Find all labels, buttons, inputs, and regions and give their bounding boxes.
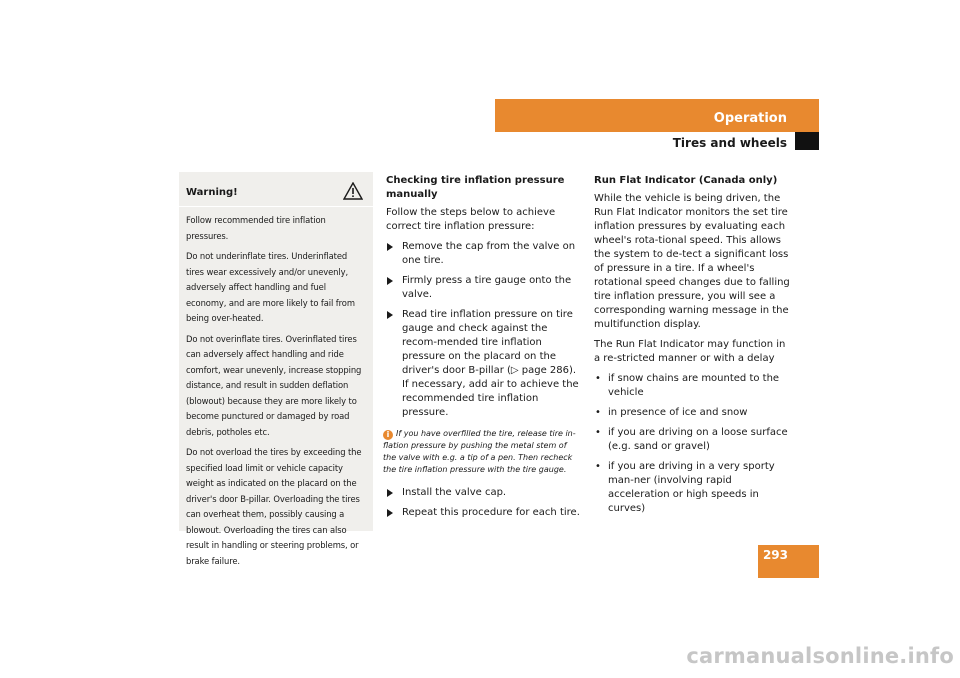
bullet-item bbox=[594, 460, 794, 516]
step-item bbox=[386, 506, 580, 520]
warning-body bbox=[179, 207, 373, 569]
warning-paragraph: Do not overinflate tires. Overinflated tires can adversely affect handling and ride comfort, wear unevenly, increase stopping distance, and result in sudden deflation (blowout) because they are more likely to become punctured or damaged by road debris, potholes etc. bbox=[186, 333, 362, 437]
info-icon: i bbox=[383, 430, 393, 440]
warning-triangle-icon bbox=[343, 182, 363, 200]
section-title: Operation bbox=[713, 111, 787, 126]
bullet-item bbox=[594, 426, 794, 454]
manual-check-intro: Follow the steps below to achieve correct tire inflation pressure: bbox=[386, 207, 556, 232]
warning-paragraph: Do not overload the tires by exceeding the specified load limit or vehicle capacity weight as indicated on the placard on the driver's door B-pillar. Overloading the tires can overheat them, possibly causing a blowout. Overloading the tires can also result in handling or steering problems, or brake failure. bbox=[186, 447, 362, 566]
info-note-text: If you have overfilled the tire, release tire in-flation pressure by pushing the metal stem of the valve with e.g. a tip of a pen. Then recheck the tire inflation pressure with the tire gauge. bbox=[383, 429, 576, 474]
arrow-bullet-icon bbox=[387, 311, 393, 319]
step-text: Read tire inflation pressure on tire gauge and check against the recom-mended tire inflation pressure on the placard on the driver's door B-pillar (▷ page 286). If necessary, add air to achieve the recommended tire inflation pressure. bbox=[402, 309, 579, 418]
manual-check-column bbox=[383, 174, 580, 526]
arrow-bullet-icon bbox=[387, 277, 393, 285]
arrow-bullet-icon bbox=[387, 509, 393, 517]
bullet-text: if snow chains are mounted to the vehicle bbox=[608, 373, 780, 398]
warning-title: Warning! bbox=[186, 187, 238, 198]
step-item bbox=[386, 486, 580, 500]
run-flat-paragraph: The Run Flat Indicator may function in a re-stricted manner or with a delay bbox=[594, 339, 786, 364]
page-number-box bbox=[758, 545, 819, 578]
run-flat-column bbox=[594, 174, 794, 522]
bullet-item bbox=[594, 372, 794, 400]
info-note bbox=[383, 428, 580, 476]
arrow-bullet-icon bbox=[387, 243, 393, 251]
bullet-dot-icon: • bbox=[595, 461, 601, 472]
run-flat-paragraph: While the vehicle is being driven, the Run Flat Indicator monitors the set tire inflation pressures by evaluating each wheel's rota-tional speed. This allows the system to de-tect a significant loss of pressure in a tire. If a wheel's rotational speed changes due to falling tire inflation pressure, you will see a corresponding warning message in the multifunction display. bbox=[594, 193, 790, 330]
bullet-text: in presence of ice and snow bbox=[608, 407, 748, 418]
step-text: Remove the cap from the valve on one tire. bbox=[402, 241, 576, 266]
corner-block bbox=[795, 132, 819, 150]
manual-check-heading: Checking tire inflation pressure manually bbox=[386, 175, 565, 200]
bullet-dot-icon: • bbox=[595, 427, 601, 438]
header-bar bbox=[495, 99, 819, 132]
warning-box bbox=[179, 172, 373, 566]
step-text: Repeat this procedure for each tire. bbox=[402, 507, 580, 518]
subsection-title: Tires and wheels bbox=[672, 136, 787, 150]
step-item bbox=[386, 274, 580, 302]
run-flat-heading: Run Flat Indicator (Canada only) bbox=[594, 175, 778, 186]
arrow-bullet-icon bbox=[387, 489, 393, 497]
step-text: Firmly press a tire gauge onto the valve. bbox=[402, 275, 572, 300]
warning-paragraph: Follow recommended tire inflation pressures. bbox=[186, 215, 326, 241]
watermark: carmanualsonline.info bbox=[686, 644, 954, 668]
bullet-item bbox=[594, 406, 794, 420]
bullet-dot-icon: • bbox=[595, 373, 601, 384]
step-item bbox=[386, 240, 580, 268]
bullet-dot-icon: • bbox=[595, 407, 601, 418]
step-item bbox=[386, 308, 580, 420]
warning-paragraph: Do not underinflate tires. Underinflated tires wear excessively and/or unevenly, adversely affect handling and fuel economy, and are more likely to fail from being over-heated. bbox=[186, 251, 355, 323]
warning-header bbox=[179, 172, 373, 207]
bullet-text: if you are driving on a loose surface (e.g. sand or gravel) bbox=[608, 427, 788, 452]
step-text: Install the valve cap. bbox=[402, 487, 507, 498]
page-number: 293 bbox=[762, 548, 788, 562]
bullet-text: if you are driving in a very sporty man-ner (involving rapid acceleration or high speeds in curves) bbox=[608, 461, 775, 514]
